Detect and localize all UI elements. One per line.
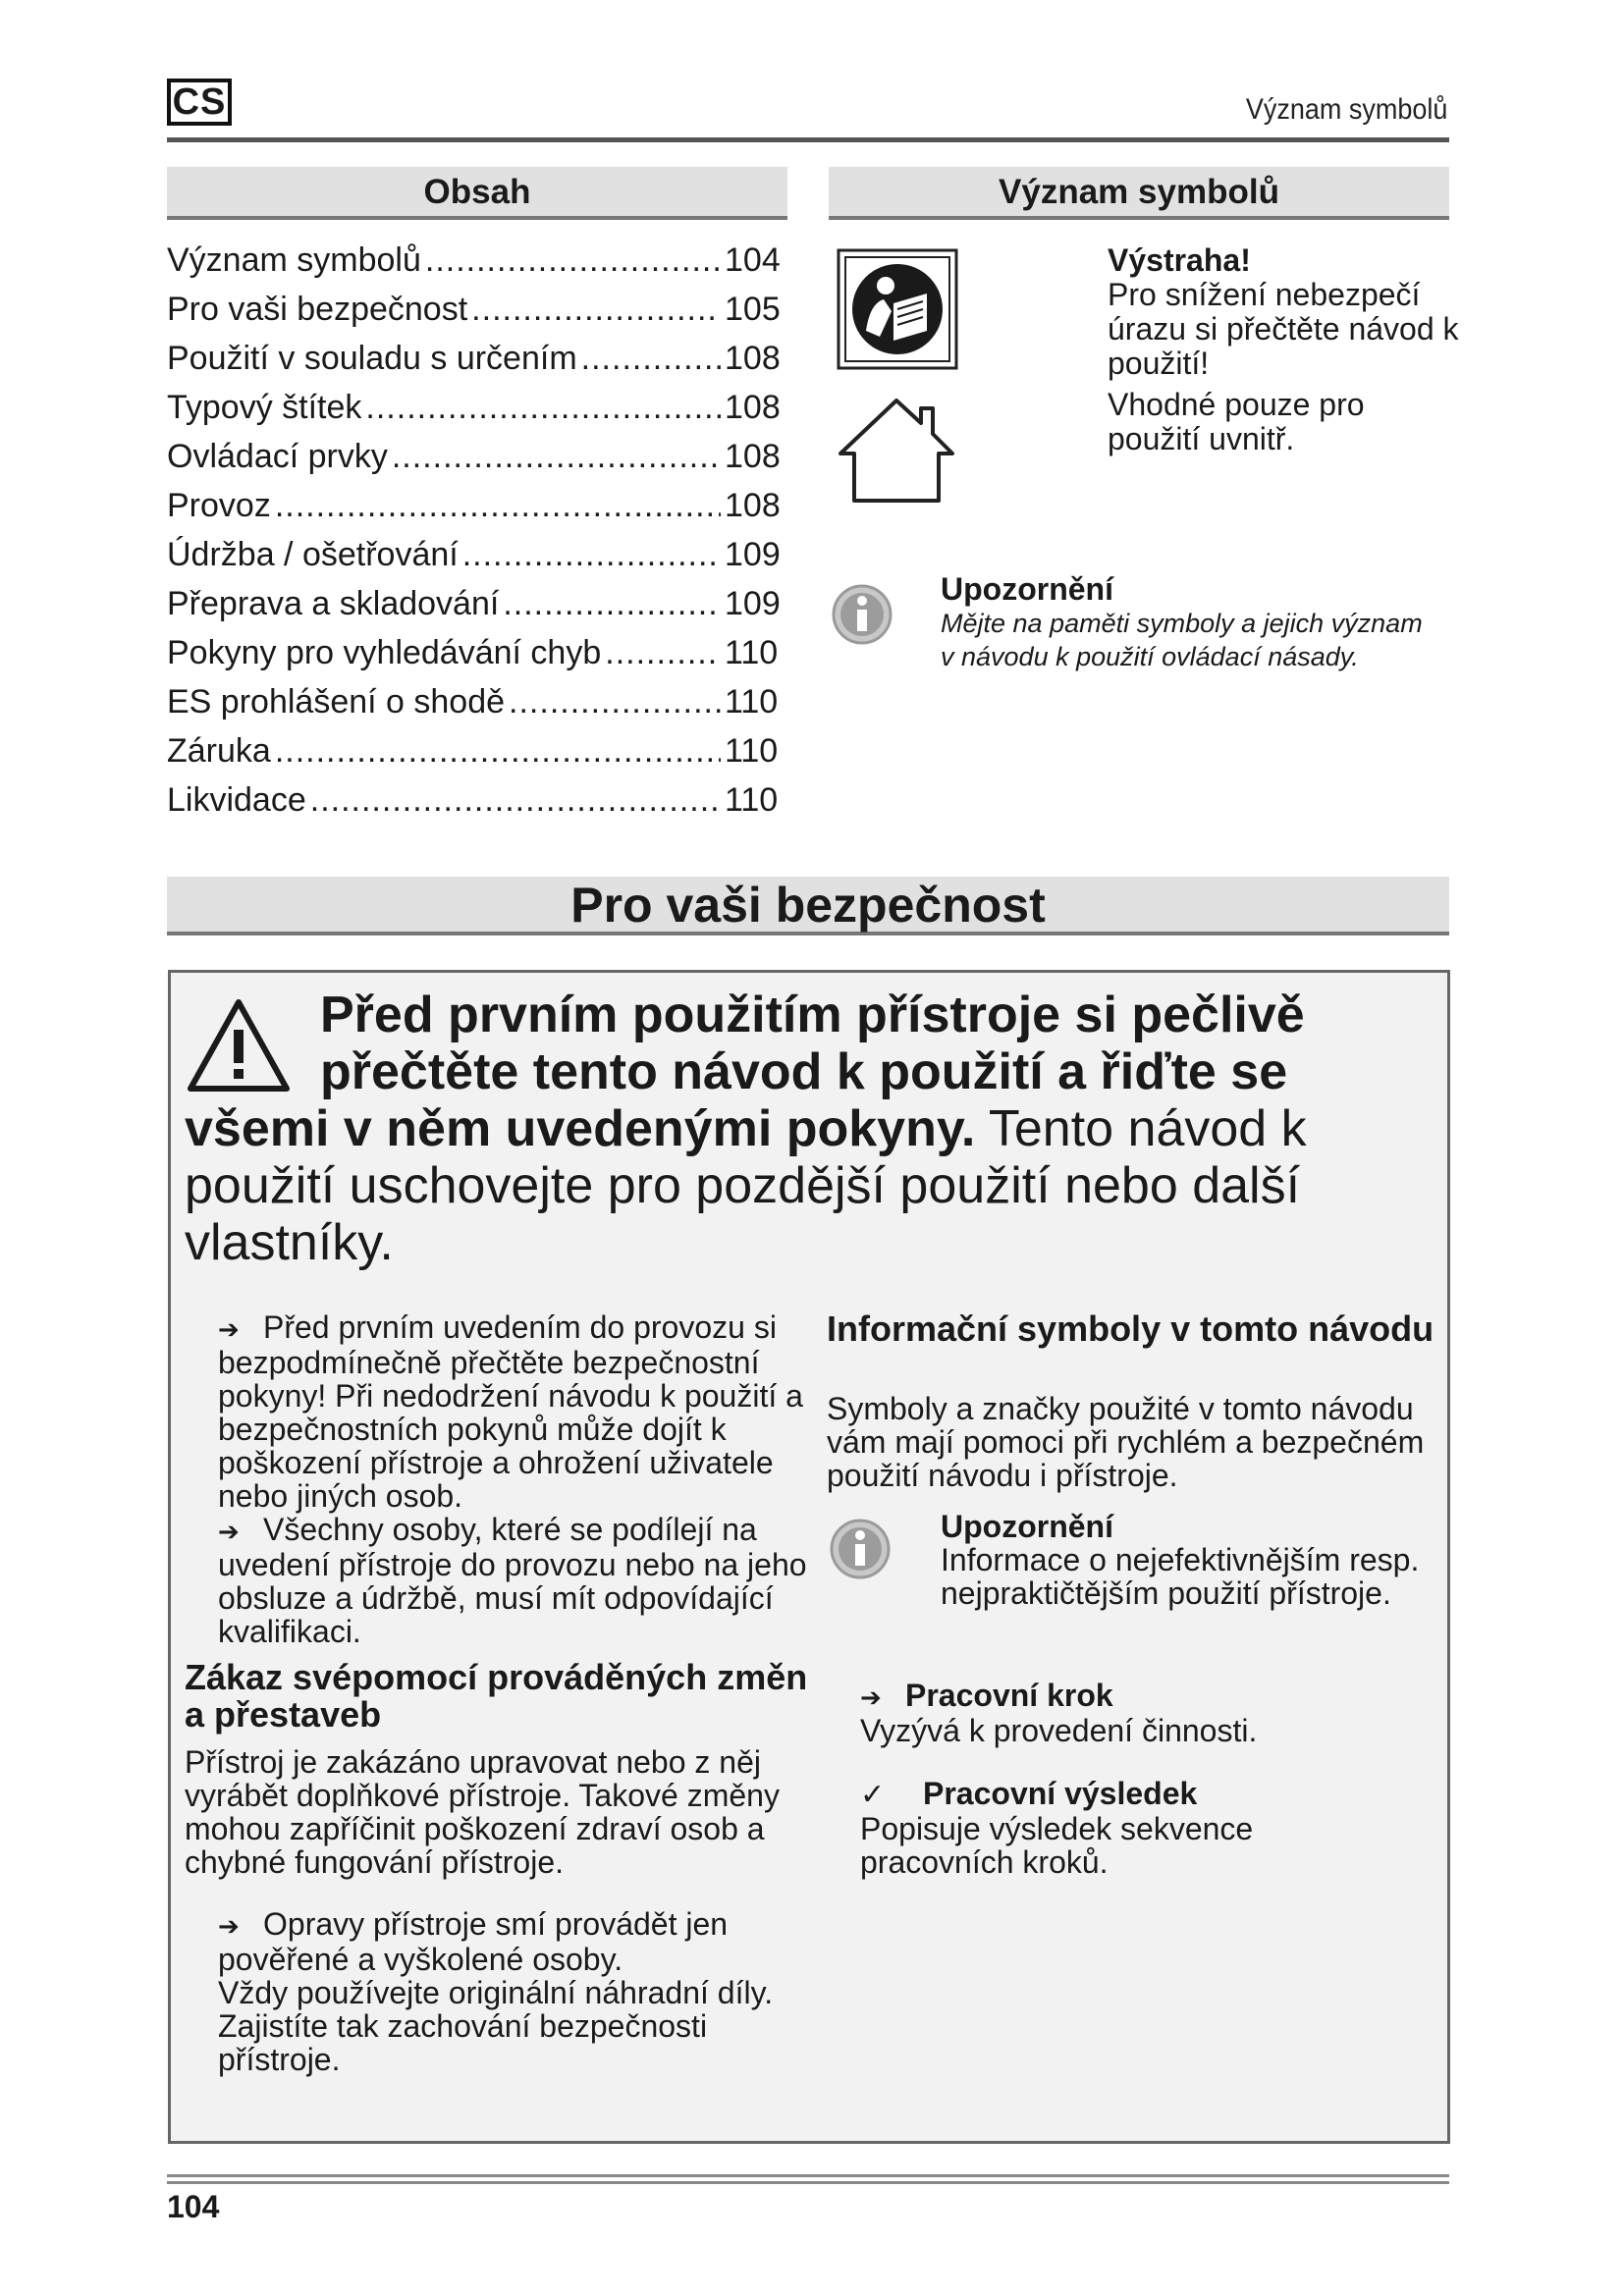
table-of-contents <box>167 236 787 825</box>
toc-entry-label: ES prohlášení o shodě <box>167 683 506 721</box>
work-step-legend <box>860 1679 1410 1747</box>
paragraph: Vždy používejte originální náhradní díly. Zajistíte tak zachování bezpečnosti přístroje. <box>218 1975 774 2077</box>
info-symbols-heading: Informační symboly v tomto návodu <box>827 1308 1435 1349</box>
footer-divider <box>167 2174 1449 2177</box>
note-heading: Upozornění <box>941 1509 1113 1544</box>
toc-entry[interactable] <box>167 530 787 579</box>
indoor-use-description: Vhodné pouze pro použití uvnitř. <box>1108 387 1365 456</box>
toc-entry-page: 108 <box>725 389 781 426</box>
repair-bullet <box>218 1907 827 2076</box>
toc-entry[interactable] <box>167 579 787 628</box>
list-item <box>218 1513 827 1648</box>
arrow-icon: ➔ <box>218 1911 240 1941</box>
list-item <box>218 1310 827 1513</box>
safety-intro-normal: Tento návod k použití uschovejte pro pozdější použití nebo další vlastníky. <box>185 1100 1307 1271</box>
arrow-icon: ➔ <box>860 1682 882 1712</box>
toc-entry-label: Použití v souladu s určením <box>167 340 577 377</box>
toc-entry-page: 108 <box>725 438 781 475</box>
arrow-icon: ➔ <box>218 1517 240 1546</box>
bullet-text: Před prvním uvedením do provozu si bezpodmínečně přečtěte bezpečnostní pokyny! Při nedodržení návodu k použití a bezpečnostních pokynů může dojít k poškození přístroje a ohrožení uživatele nebo jiných osob. <box>218 1309 803 1514</box>
toc-entry-page: 105 <box>725 291 781 328</box>
toc-entry[interactable] <box>167 677 787 726</box>
toc-entry-page: 109 <box>725 585 781 622</box>
warning-body: Pro snížení nebezpečí úrazu si přečtěte návod k použití! <box>1108 277 1459 381</box>
toc-entry-page: 110 <box>725 732 779 770</box>
info-symbols-body: Symboly a značky použité v tomto návodu vám mají pomoci při rychlém a bezpečném použití návodu i přístroje. <box>827 1391 1425 1493</box>
paragraph: Přístroj je zakázáno upravovat nebo z něj vyrábět doplňkové přístroje. Takové změny mohou zapříčinit poškození zdraví osob a chybné fungování přístroje. <box>185 1744 780 1880</box>
note-heading: Upozornění <box>941 571 1113 607</box>
toc-entry[interactable] <box>167 285 787 334</box>
toc-entry[interactable] <box>167 334 787 383</box>
work-result-legend <box>860 1777 1410 1879</box>
toc-entry[interactable] <box>167 383 787 432</box>
toc-entry-label: Pro vaši bezpečnost <box>167 291 468 328</box>
symbols-heading: Význam symbolů <box>829 167 1449 220</box>
note-body: Informace o nejefektivnějším resp. nejpraktičtějším použití přístroje. <box>941 1542 1420 1611</box>
step-body: Vyzývá k provedení činnosti. <box>860 1713 1258 1748</box>
toc-entry-page: 108 <box>725 340 781 377</box>
toc-entry-label: Typový štítek <box>167 389 362 426</box>
toc-entry-label: Údržba / ošetřování <box>167 536 459 573</box>
toc-entry[interactable] <box>167 432 787 481</box>
safety-intro-bold: Před prvním použitím přístroje si pečlivě přečtěte tento návod k použití a řiďte se všemi v něm uvedenými pokyny. <box>185 987 1305 1157</box>
bullet-text: Opravy přístroje smí provádět jen pověřené a vyškolené osoby. <box>218 1906 729 1977</box>
toc-entry-page: 110 <box>725 634 779 671</box>
arrow-icon: ➔ <box>218 1314 240 1344</box>
list-item <box>218 1907 827 1976</box>
header-divider <box>167 137 1449 142</box>
toc-entry-label: Provoz <box>167 487 271 524</box>
safety-intro <box>185 987 1432 1271</box>
result-body: Popisuje výsledek sekvence pracovních kroků. <box>860 1811 1254 1880</box>
toc-entry-label: Význam symbolů <box>167 241 421 279</box>
modification-body <box>185 1745 813 1879</box>
result-heading: Pracovní výsledek <box>923 1776 1198 1811</box>
toc-entry-label: Přeprava a skladování <box>167 585 500 622</box>
toc-entry[interactable] <box>167 726 787 775</box>
toc-entry-label: Záruka <box>167 732 271 770</box>
toc-entry-page: 104 <box>725 241 781 279</box>
modification-heading: Zákaz svépomocí prováděných změn a přestaveb <box>185 1657 808 1735</box>
note-body: Mějte na paměti symboly a jejich význam v návodu k použití ovládací násady. <box>941 609 1423 671</box>
footer-divider <box>167 2181 1449 2184</box>
running-header-title: Význam symbolů <box>1245 93 1447 126</box>
info-icon <box>831 583 893 646</box>
toc-entry-page: 110 <box>725 683 779 721</box>
page-number: 104 <box>167 2189 220 2224</box>
toc-entry[interactable] <box>167 628 787 677</box>
info-icon <box>829 1518 892 1580</box>
safety-heading: Pro vaši bezpečnost <box>167 877 1449 935</box>
indoor-use-icon <box>835 393 958 507</box>
toc-entry[interactable] <box>167 775 787 825</box>
toc-entry-label: Ovládací prvky <box>167 438 388 475</box>
language-badge: CS <box>167 79 232 126</box>
checkmark-icon: ✓ <box>860 1779 886 1811</box>
toc-entry[interactable] <box>167 236 787 285</box>
safety-bullets <box>218 1310 827 1648</box>
toc-entry-label: Pokyny pro vyhledávání chyb <box>167 634 602 671</box>
toc-entry-label: Likvidace <box>167 781 306 819</box>
toc-entry[interactable] <box>167 481 787 530</box>
toc-entry-page: 108 <box>725 487 781 524</box>
symbols-note <box>941 571 1432 673</box>
step-heading: Pracovní krok <box>905 1678 1113 1713</box>
bullet-text: Všechny osoby, které se podílejí na uvedení přístroje do provozu nebo na jeho obsluze a údržbě, musí mít odpovídající kvalifikaci. <box>218 1512 807 1649</box>
read-manual-icon <box>837 248 958 370</box>
toc-entry-page: 110 <box>725 781 779 819</box>
toc-entry-page: 109 <box>725 536 781 573</box>
warning-description <box>1108 243 1461 381</box>
warning-heading: Výstraha! <box>1108 242 1251 278</box>
info-note <box>941 1510 1432 1610</box>
toc-heading: Obsah <box>167 167 787 220</box>
